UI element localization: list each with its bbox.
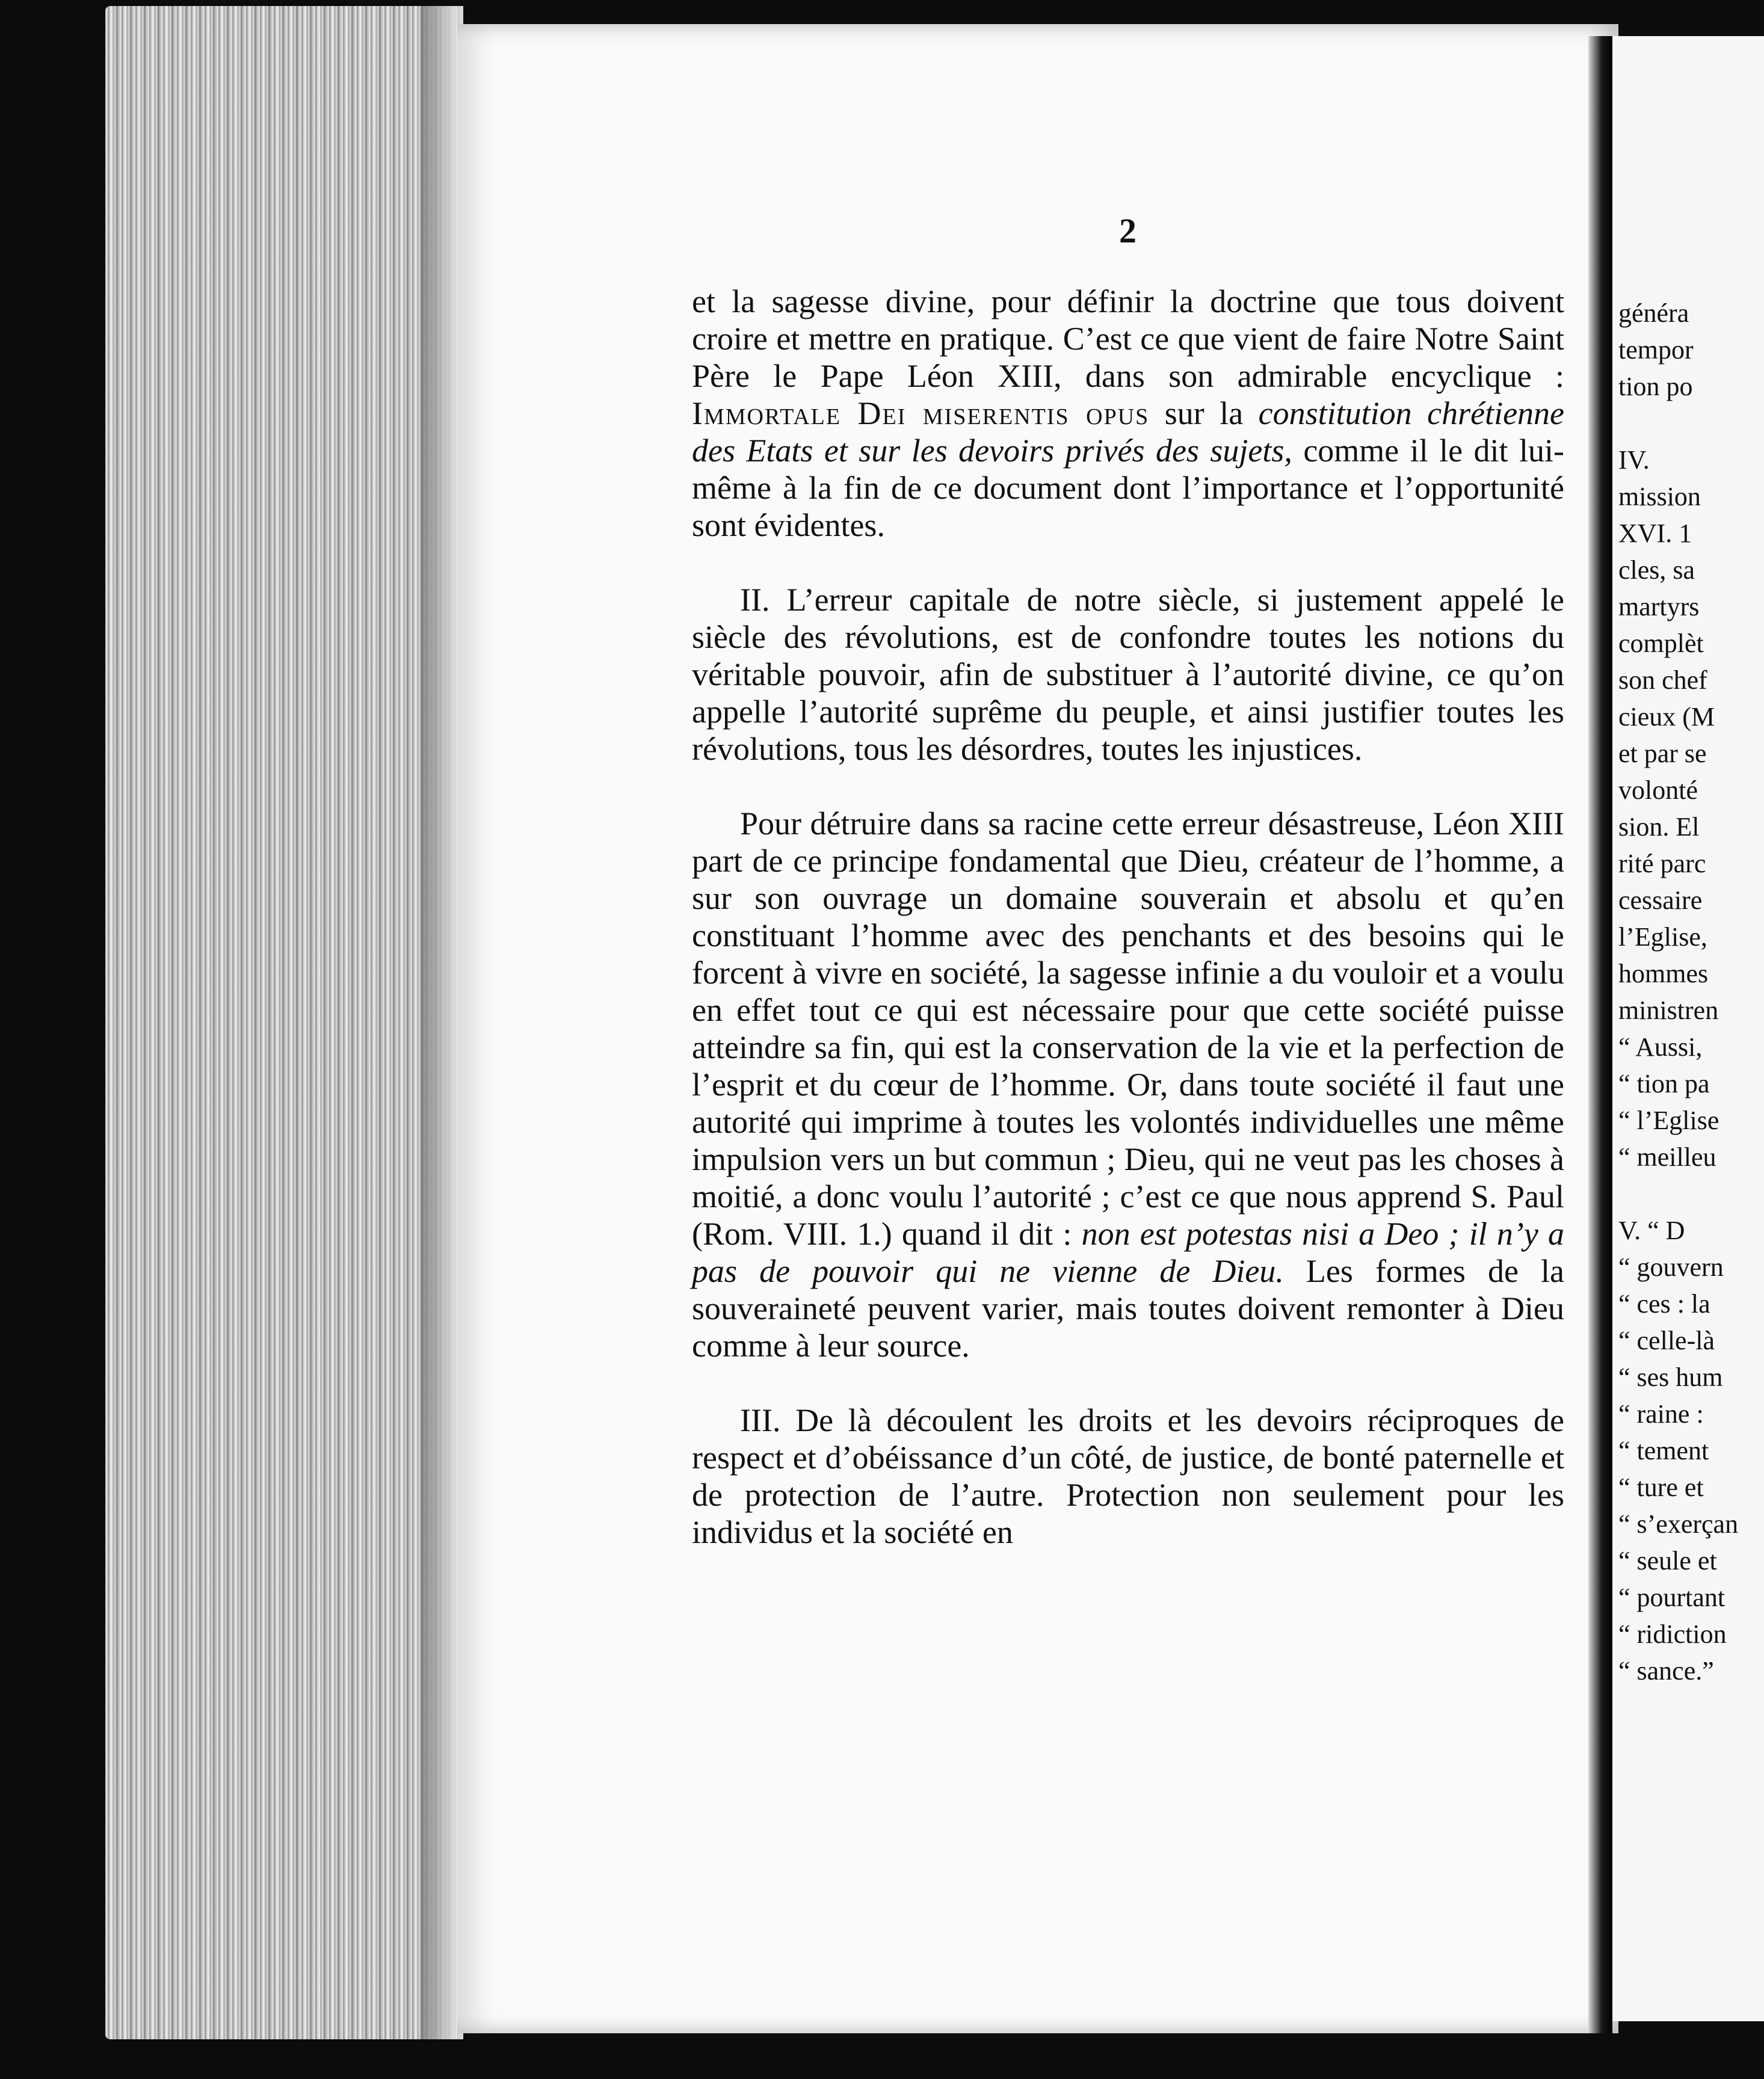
right-page-line: “ seule et — [1618, 1546, 1717, 1575]
smallcaps-text: Immortale Dei miserentis opus — [692, 395, 1150, 431]
right-page-line: et par se — [1618, 739, 1707, 768]
right-page-line: “ Aussi, — [1618, 1032, 1703, 1062]
right-page-line: généra — [1618, 298, 1689, 328]
right-page-line: “ pourtant — [1618, 1583, 1725, 1612]
text-run: et la sagesse divine, pour définir la doctrine que tous doivent croire et mettre en pratique. C’est ce que vient de faire Notre Saint Père le Pape Léon XIII, dans son admirable encyclique : — [692, 283, 1564, 394]
book-fore-edge — [105, 6, 457, 2039]
right-page-line: mission — [1618, 482, 1701, 511]
right-page-line: “ ses hum — [1618, 1363, 1723, 1392]
right-page — [1612, 36, 1764, 2021]
right-page-line: sion. El — [1618, 812, 1700, 842]
right-page-line: tion po — [1618, 372, 1693, 401]
right-page-line: tempor — [1618, 335, 1694, 365]
text-run: sur la — [1149, 395, 1259, 431]
paragraph — [692, 1402, 1564, 1551]
text-run: III. De là découlent les droits et les devoirs réciproques de respect et d’obéissance d’un côté, de justice, de bonté paternelle et de protection de l’autre. Protection non seulement pour les individus et la société en — [692, 1402, 1564, 1550]
right-page-line: ministren — [1618, 996, 1719, 1025]
right-page-line: “ sance.” — [1618, 1656, 1714, 1686]
right-page-line: “ raine : — [1618, 1399, 1704, 1429]
right-page-line: “ ridiction — [1618, 1619, 1727, 1649]
right-page-line: “ l’Eglise — [1618, 1106, 1719, 1135]
right-page-line: complèt — [1618, 629, 1704, 658]
right-page-line: “ celle-là — [1618, 1326, 1715, 1355]
text-run: II. L’erreur capitale de notre siècle, si justement appelé le siècle des révolutions, est de confondre toutes les notions du véritable pouvoir, afin de substituer à l’autorité divine, ce qu’on appelle l’autorité suprême du peuple, et ainsi justifier toutes les révolutions, tous les désordres, toutes les injustices. — [692, 582, 1564, 767]
text-run: Pour détruire dans sa racine cette erreur désastreuse, Léon XIII part de ce principe fondamental que Dieu, créateur de l’homme, a sur son ouvrage un domaine souverain et absolu et qu’en constituant l’homme avec des penchants et des besoins qui le forcent à vivre en société, la sagesse infinie a du vouloir et a voulu en effet tout ce qui est nécessaire pour que cette société puisse atteindre sa fin, qui est la conservation de la vie et la perfection de l’esprit et du cœur de l’homme. Or, dans toute société il faut une autorité qui imprime à toutes les volontés individuelles une même impulsion vers un but commun ; Dieu, qui ne veut pas les choses à moitié, a donc voulu l’autorité ; c’est ce que nous apprend S. Paul (Rom. VIII. 1.) quand il dit : — [692, 805, 1564, 1252]
text-run: comme il le dit lui-même à la fin de ce document dont l’importance et l’opportunité sont évidentes. — [692, 433, 1564, 543]
right-page-line: V. “ D — [1618, 1216, 1685, 1245]
right-page-line: “ tement — [1618, 1436, 1709, 1465]
right-page-line: rité parc — [1618, 849, 1706, 878]
right-page-line — [1618, 1175, 1764, 1212]
italic-text: constitution chrétienne des Etats et sur les devoirs privés des sujets, — [692, 395, 1565, 469]
body-text — [692, 283, 1564, 1588]
right-page-line — [1618, 405, 1764, 442]
right-page-line: “ s’exerçan — [1618, 1509, 1739, 1539]
right-page-line: IV. — [1618, 445, 1650, 475]
right-page-line: “ meilleu — [1618, 1142, 1716, 1172]
book-gutter — [1588, 36, 1612, 2033]
paragraph — [692, 283, 1564, 544]
text-run: Les formes de la souveraineté peuvent varier, mais toutes doivent remonter à Dieu comme à leur source. — [692, 1253, 1564, 1364]
right-page-line: “ ture et — [1618, 1473, 1704, 1502]
page-number: 2 — [1119, 211, 1136, 250]
right-page-line: son chef — [1618, 665, 1707, 695]
italic-text: non est potestas nisi a Deo ; il n’y a pas de pouvoir qui ne vienne de Dieu. — [692, 1216, 1564, 1289]
right-page-line: “ tion pa — [1618, 1069, 1710, 1098]
paragraph — [692, 805, 1564, 1364]
right-page-line: “ ces : la — [1618, 1289, 1710, 1319]
right-page-line: hommes — [1618, 959, 1709, 988]
right-page-line: cles, sa — [1618, 555, 1695, 585]
right-page-line: volonté — [1618, 775, 1698, 805]
right-page-line: cieux (M — [1618, 702, 1715, 732]
right-page-line: martyrs — [1618, 592, 1700, 621]
right-page-line: XVI. 1 — [1618, 519, 1692, 548]
right-page-line: cessaire — [1618, 886, 1703, 915]
right-page-text — [1618, 295, 1764, 1689]
paragraph — [692, 581, 1564, 768]
right-page-line: “ gouvern — [1618, 1252, 1724, 1282]
right-page-line: l’Eglise, — [1618, 922, 1707, 952]
